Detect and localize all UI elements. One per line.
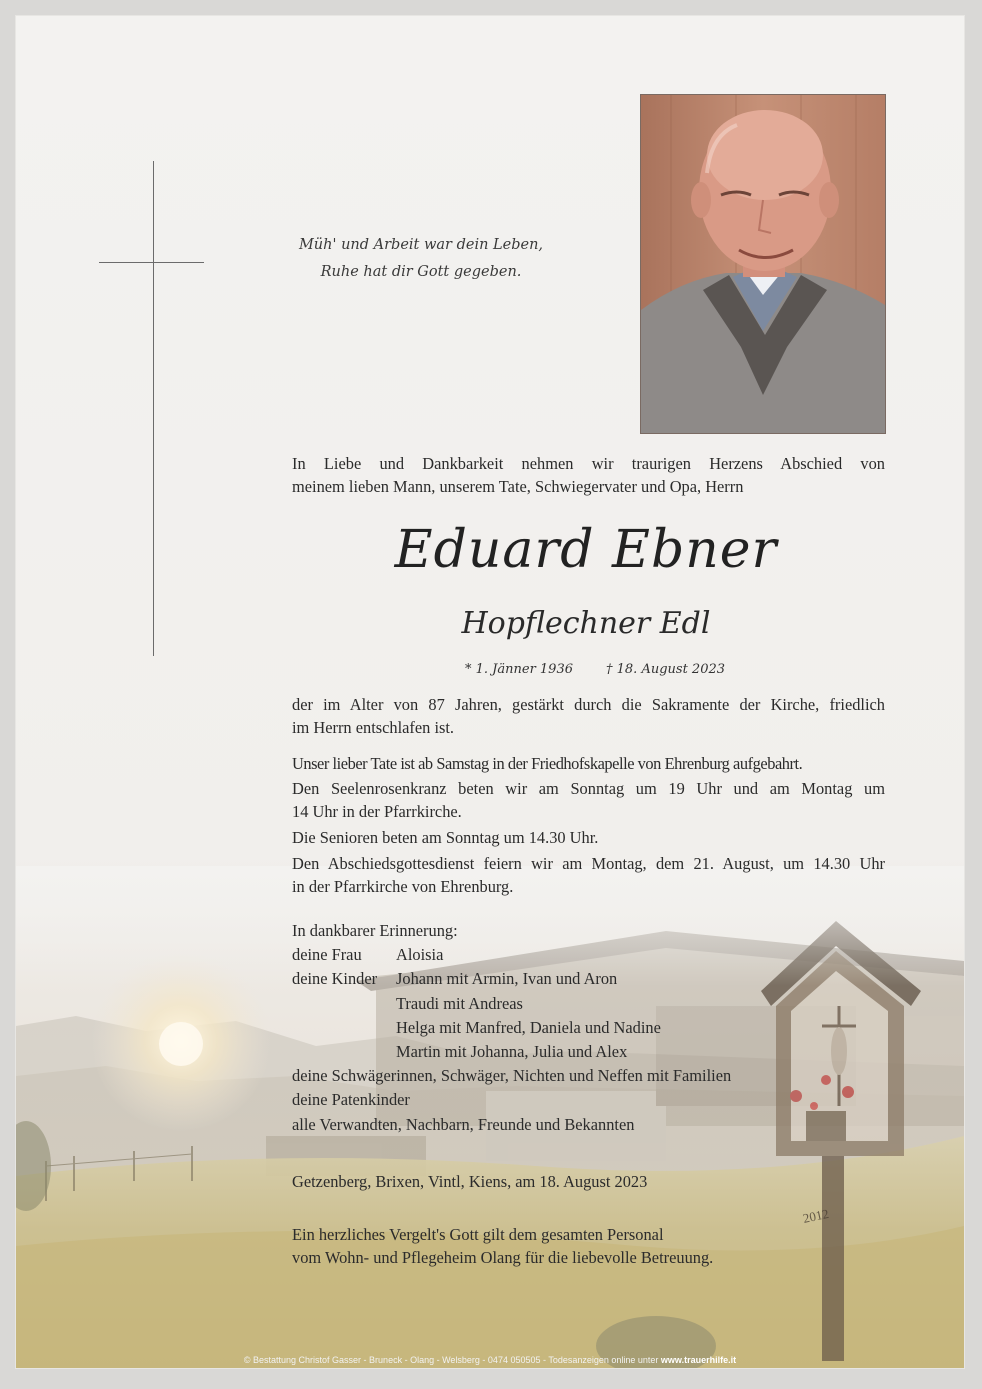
thanks-text xyxy=(292,1223,885,1269)
details-line-1: Unser lieber Tate ist ab Samstag in der Friedhofskapelle von Ehrenburg aufgebahrt. xyxy=(292,754,803,773)
cross-horizontal xyxy=(99,262,204,263)
passing-line-1: der im Alter von 87 Jahren, gestärkt durch die Sakramente der Kirche, friedlich xyxy=(292,695,885,714)
quote-line-2: Ruhe hat dir Gott gegeben. xyxy=(320,264,522,280)
wife-name: Aloisia xyxy=(396,945,444,965)
mourner-child-row xyxy=(292,1040,885,1064)
mourner-child-row xyxy=(292,1016,885,1040)
details-line-2: Den Seelenrosenkranz beten wir am Sonntag um 19 Uhr und am Montag um xyxy=(292,779,885,798)
details-line-3: 14 Uhr in der Pfarrkirche. xyxy=(292,802,462,821)
details-line-6: in der Pfarrkirche von Ehrenburg. xyxy=(292,877,514,896)
cross-vertical xyxy=(153,161,154,656)
memorial-quote xyxy=(286,232,556,286)
mourner-inlaws: deine Schwägerinnen, Schwäger, Nichten und Neffen mit Familien xyxy=(292,1066,732,1086)
mourners-heading: In dankbarer Erinnerung: xyxy=(292,921,458,940)
child-4: Martin mit Johanna, Julia und Alex xyxy=(396,1042,628,1062)
children-label: deine Kinder xyxy=(292,969,378,989)
portrait-illustration xyxy=(641,95,885,433)
mourner-wife-row xyxy=(292,943,885,967)
thanks-line-1: Ein herzliches Vergelt's Gott gilt dem gesamten Personal xyxy=(292,1225,664,1244)
footer-credit xyxy=(16,1355,964,1365)
footer-text: © Bestattung Christof Gasser - Bruneck - Olang - Welsberg - 0474 050505 - Todesanzeigen online unter xyxy=(243,1355,659,1365)
deceased-name: Eduard Ebner xyxy=(394,520,778,580)
death-date: † 18. August 2023 xyxy=(606,662,726,677)
footer-link[interactable]: www.trauerhilfe.it xyxy=(660,1355,737,1365)
shrine-year: 2012 xyxy=(801,1205,831,1226)
mourner-children-row xyxy=(292,967,885,991)
details-line-4: Die Senioren beten am Sonntag um 14.30 Uhr. xyxy=(292,828,599,847)
wife-label: deine Frau xyxy=(292,945,362,965)
mourner-godchildren: deine Patenkinder xyxy=(292,1090,410,1110)
passing-text xyxy=(292,693,885,739)
obituary-card xyxy=(16,16,964,1368)
birth-date: * 1. Jänner 1936 xyxy=(465,662,573,677)
intro-line-2: meinem lieben Mann, unserem Tate, Schwiegervater und Opa, Herrn xyxy=(292,477,744,496)
portrait-photo xyxy=(640,94,886,434)
passing-line-2: im Herrn entschlafen ist. xyxy=(292,718,455,737)
mourners-list xyxy=(292,919,885,1137)
child-3: Helga mit Manfred, Daniela und Nadine xyxy=(396,1017,661,1037)
deceased-nickname: Hopflechner Edl xyxy=(461,606,711,641)
child-2: Traudi mit Andreas xyxy=(396,993,523,1013)
mourner-others: alle Verwandten, Nachbarn, Freunde und Bekannten xyxy=(292,1114,635,1134)
mourner-child-row xyxy=(292,992,885,1016)
details-line-5: Den Abschiedsgottesdienst feiern wir am Montag, dem 21. August, um 14.30 Uhr xyxy=(292,854,885,873)
thanks-line-2: vom Wohn- und Pflegeheim Olang für die liebevolle Betreuung. xyxy=(292,1248,714,1267)
quote-line-1: Müh' und Arbeit war dein Leben, xyxy=(298,237,544,253)
intro-line-1: In Liebe und Dankbarkeit nehmen wir traurigen Herzens Abschied von xyxy=(292,454,885,473)
funeral-details xyxy=(292,752,885,898)
child-1: Johann mit Armin, Ivan und Aron xyxy=(396,969,618,989)
place-date: Getzenberg, Brixen, Vintl, Kiens, am 18. August 2023 xyxy=(292,1172,648,1191)
intro-text xyxy=(292,452,885,498)
